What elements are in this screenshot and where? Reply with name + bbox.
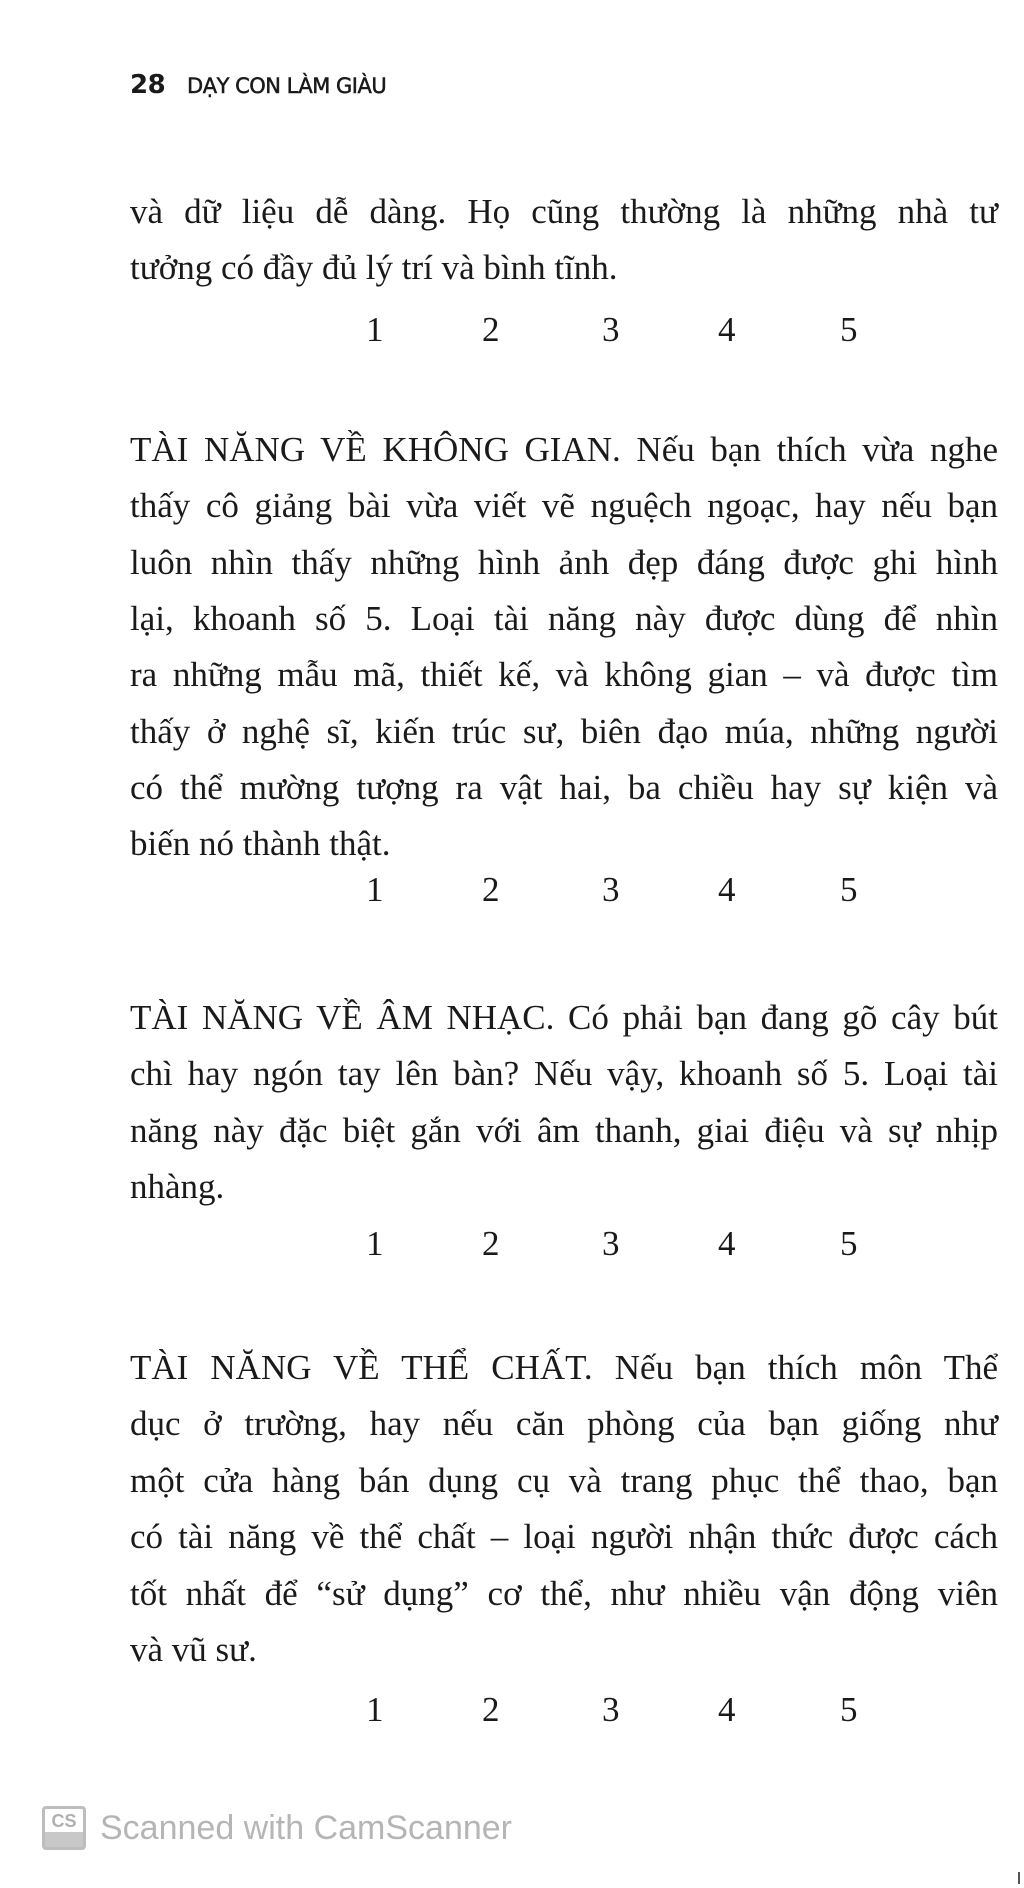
rating-option-4[interactable]: 4 — [718, 1690, 736, 1729]
rating-option-4[interactable]: 4 — [718, 870, 736, 909]
rating-option-5[interactable]: 5 — [840, 310, 858, 349]
rating-option-3[interactable]: 3 — [602, 870, 620, 909]
paragraph-line: nhàng. — [130, 1166, 225, 1206]
running-header — [130, 70, 386, 100]
paragraph-line: tưởng có đầy đủ lý trí và bình tĩnh. — [130, 248, 618, 287]
camscanner-watermark — [42, 1806, 512, 1850]
paragraph-line: TÀI NĂNG VỀ THỂ CHẤT. Nếu bạn thích môn Thể — [130, 1348, 998, 1387]
paragraph-line: TÀI NĂNG VỀ KHÔNG GIAN. Nếu bạn thích vừa nghe — [130, 430, 998, 469]
paragraph-line: TÀI NĂNG VỀ ÂM NHẠC. Có phải bạn đang gõ cây bút — [130, 998, 998, 1037]
paragraph-line: có thể mường tượng ra vật hai, ba chiều hay sự kiện và — [130, 767, 998, 807]
rating-option-1[interactable]: 1 — [366, 1224, 384, 1263]
paragraph-line: năng này đặc biệt gắn với âm thanh, giai điệu và sự nhịp — [130, 1110, 998, 1150]
rating-scale — [0, 310, 1024, 354]
rating-option-4[interactable]: 4 — [718, 1224, 736, 1263]
rating-scale — [0, 870, 1024, 914]
paragraph-line: thấy cô giảng bài vừa viết vẽ nguệch ngoạc, hay nếu bạn — [130, 486, 998, 526]
rating-option-1[interactable]: 1 — [366, 1690, 384, 1729]
paragraph-line: dục ở trường, hay nếu căn phòng của bạn giống như — [130, 1404, 998, 1444]
rating-option-1[interactable]: 1 — [366, 310, 384, 349]
rating-scale — [0, 1224, 1024, 1268]
camscanner-logo-icon: CS — [42, 1806, 86, 1850]
paragraph-line: luôn nhìn thấy những hình ảnh đẹp đáng được ghi hình — [130, 542, 998, 582]
scan-artifact — [1018, 1872, 1020, 1884]
rating-option-3[interactable]: 3 — [602, 310, 620, 349]
rating-option-5[interactable]: 5 — [840, 1690, 858, 1729]
rating-scale — [0, 1690, 1024, 1734]
rating-option-2[interactable]: 2 — [482, 310, 500, 349]
paragraph-line: một cửa hàng bán dụng cụ và trang phục thể thao, bạn — [130, 1460, 998, 1500]
paragraph-line: có tài năng về thể chất – loại người nhận thức được cách — [130, 1517, 998, 1557]
rating-option-2[interactable]: 2 — [482, 1690, 500, 1729]
watermark-text: Scanned with CamScanner — [100, 1808, 513, 1847]
paragraph-line: tốt nhất để “sử dụng” cơ thể, như nhiều vận động viên — [130, 1573, 998, 1613]
rating-option-5[interactable]: 5 — [840, 870, 858, 909]
paragraph-line: ra những mẫu mã, thiết kế, và không gian – và được tìm — [130, 655, 998, 695]
paragraph-line: chì hay ngón tay lên bàn? Nếu vậy, khoanh số 5. Loại tài — [130, 1054, 998, 1094]
rating-option-3[interactable]: 3 — [602, 1690, 620, 1729]
book-title: DẠY CON LÀM GIÀU — [187, 74, 387, 98]
rating-option-2[interactable]: 2 — [482, 1224, 500, 1263]
paragraph-line: thấy ở nghệ sĩ, kiến trúc sư, biên đạo múa, những người — [130, 711, 998, 751]
rating-option-2[interactable]: 2 — [482, 870, 500, 909]
page-number: 28 — [130, 70, 166, 100]
rating-option-1[interactable]: 1 — [366, 870, 384, 909]
rating-option-5[interactable]: 5 — [840, 1224, 858, 1263]
paragraph-line: biến nó thành thật. — [130, 824, 391, 864]
paragraph-line: lại, khoanh số 5. Loại tài năng này được dùng để nhìn — [130, 598, 998, 638]
paragraph-line: và vũ sư. — [130, 1630, 257, 1669]
rating-option-3[interactable]: 3 — [602, 1224, 620, 1263]
rating-option-4[interactable]: 4 — [718, 310, 736, 349]
paragraph-line: và dữ liệu dễ dàng. Họ cũng thường là những nhà tư — [130, 192, 998, 231]
